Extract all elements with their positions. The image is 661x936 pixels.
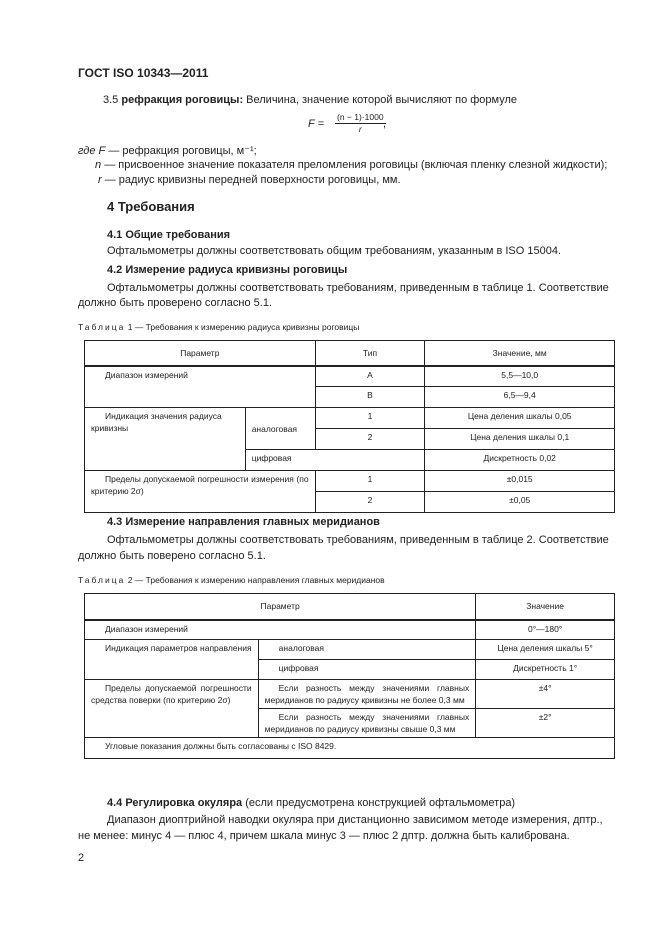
table-cell: ±0,05 xyxy=(425,492,615,513)
table-cell: Цена деления шкалы 5° xyxy=(476,640,615,660)
caption-word: Таблица xyxy=(78,322,126,332)
table-cell: Пределы допускаемой погрешности средства поверки (по критерию 2σ) xyxy=(85,680,259,738)
table-cell: B xyxy=(315,387,425,408)
formula-comma: , xyxy=(383,118,387,130)
page-number: 2 xyxy=(78,852,85,864)
subsection-title: 4.1 Общие требования xyxy=(107,229,231,241)
term: рефракция роговицы: xyxy=(121,94,244,106)
table-cell: Цена деления шкалы 0,05 xyxy=(425,408,615,429)
column-header: Значение xyxy=(476,594,615,620)
document-header: ГОСТ ISO 10343—2011 xyxy=(78,66,209,80)
section-title: 4 Требования xyxy=(107,199,195,214)
subsection-note: (если предусмотрена конструкцией офтальмометра) xyxy=(245,797,516,809)
table-cell: цифровая xyxy=(245,450,425,471)
formula-fraction xyxy=(335,112,386,134)
caption-text: 1 — Требования к измерению радиуса кривизны роговицы xyxy=(127,322,360,332)
symbol-description: — рефракция роговицы, м⁻¹; xyxy=(108,145,257,157)
table-1-caption xyxy=(78,322,359,332)
table-cell: Дискретность 0,02 xyxy=(425,450,615,471)
paragraph: Офтальмометры должны соответствовать требованиям, приведенным в таблице 1. Соответствие xyxy=(107,282,609,294)
table-cell: цифровая xyxy=(258,660,476,680)
table-2 xyxy=(84,593,615,759)
paragraph: Офтальмометры должны соответствовать требованиям, приведенным в таблице 2. Соответствие xyxy=(107,534,609,546)
table-cell: аналоговая xyxy=(258,640,476,660)
subsection-heading: 4.4 Регулировка окуляра xyxy=(107,797,243,809)
column-header: Тип xyxy=(315,341,425,366)
paragraph: не менее: минус 4 — плюс 4, причем шкала минус 3 — плюс 2 дптр. должна быть калибрована. xyxy=(78,830,570,842)
where-line xyxy=(98,174,401,186)
formula-numerator: (n − 1)·1000 xyxy=(337,112,384,122)
formula-lhs: F = xyxy=(308,118,325,130)
table-2-caption xyxy=(78,575,385,585)
table-cell: Индикация параметров направления xyxy=(85,640,259,680)
subsection-title: 4.2 Измерение радиуса кривизны роговицы xyxy=(107,264,348,276)
column-header: Значение, мм xyxy=(425,341,615,366)
table-cell: A xyxy=(315,366,425,387)
table-cell: Пределы допускаемой погрешности измерения (по критерию 2σ) xyxy=(85,471,316,513)
table-cell: Если разность между значениями главных меридианов по радиусу кривизны свыше 0,3 мм xyxy=(258,709,476,738)
table-note: Угловые показания должны быть согласованы с ISO 8429. xyxy=(85,738,615,759)
table-cell: аналоговая xyxy=(245,408,315,450)
formula-denominator: r xyxy=(358,124,362,134)
table-1 xyxy=(84,340,615,513)
table-cell: 0°—180° xyxy=(476,620,615,640)
table-cell: 1 xyxy=(315,471,425,492)
table-cell: 2 xyxy=(315,429,425,450)
table-cell: 6,5—9,4 xyxy=(425,387,615,408)
table-cell: 2 xyxy=(315,492,425,513)
paragraph: должно быть проверено согласно 5.1. xyxy=(78,297,273,309)
table-cell: Дискретность 1° xyxy=(476,660,615,680)
table-cell: Если разность между значениями главных меридианов по радиусу кривизны не более 0,3 мм xyxy=(258,680,476,709)
paragraph: должно быть поверено согласно 5.1. xyxy=(78,550,266,562)
table-cell: Индикация значения радиуса кривизны xyxy=(85,408,246,471)
column-header: Параметр xyxy=(85,341,316,366)
table-cell: ±0,015 xyxy=(425,471,615,492)
caption-text: 2 — Требования к измерению направления главных меридианов xyxy=(127,575,385,585)
symbol: где F xyxy=(78,145,106,157)
table-cell: Диапазон измерений xyxy=(85,620,476,640)
table-cell: Диапазон измерений xyxy=(85,366,316,408)
paragraph: Диапазон диоптрийной наводки окуляра при дистанционно зависимом методе измерения, дптр., xyxy=(107,814,603,826)
where-line xyxy=(78,144,257,157)
symbol-description: — присвоенное значение показателя преломления роговицы (включая пленку слезной жидкости); xyxy=(104,159,608,171)
subsection-title xyxy=(107,797,515,809)
table-cell: ±4° xyxy=(476,680,615,709)
symbol-description: — радиус кривизны передней поверхности роговицы, мм. xyxy=(104,174,401,186)
clause-3-5 xyxy=(103,94,517,106)
definition-text: Величина, значение которой вычисляют по формуле xyxy=(246,94,518,106)
symbol: n xyxy=(95,159,102,171)
subsection-title: 4.3 Измерение направления главных меридианов xyxy=(107,516,380,528)
table-cell: 1 xyxy=(315,408,425,429)
clause-number: 3.5 xyxy=(103,94,119,106)
table-cell: ±2° xyxy=(476,709,615,738)
where-line xyxy=(95,159,607,171)
paragraph: Офтальмометры должны соответствовать общим требованиям, указанным в ISO 15004. xyxy=(107,245,562,257)
table-cell: Цена деления шкалы 0,1 xyxy=(425,429,615,450)
caption-word: Таблица xyxy=(78,575,126,585)
symbol: r xyxy=(98,174,102,186)
table-cell: 5,5—10,0 xyxy=(425,366,615,387)
column-header: Параметр xyxy=(85,594,476,620)
